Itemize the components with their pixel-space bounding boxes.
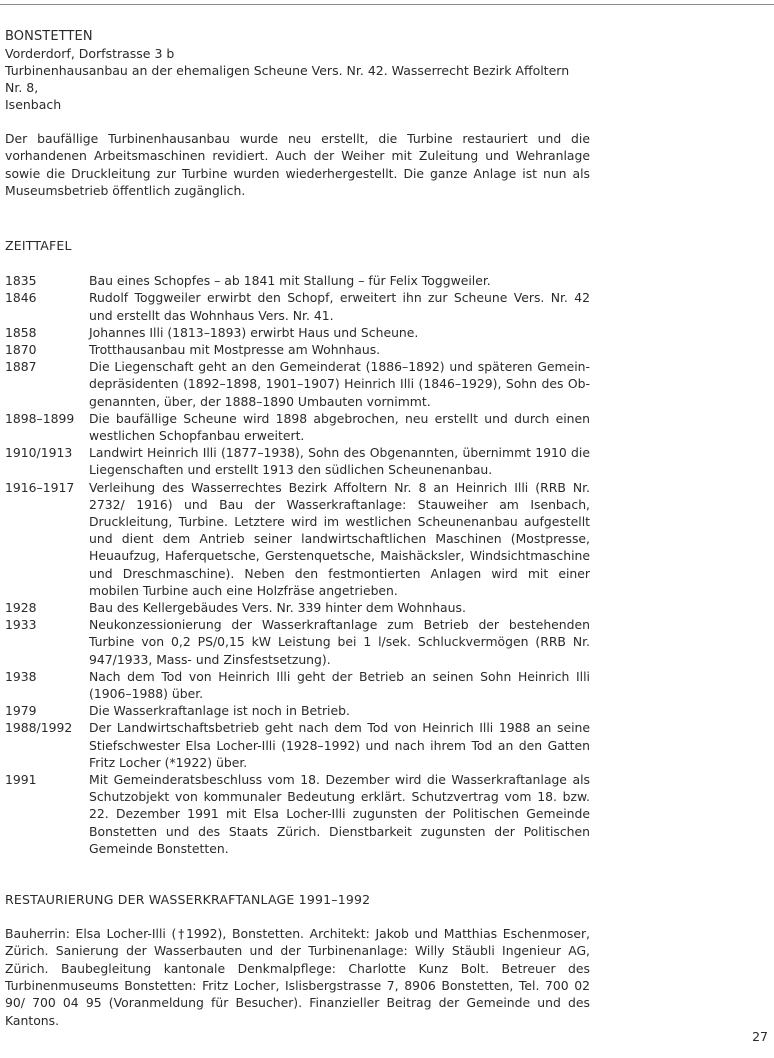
zeittafel-event: Die baufällige Scheune wird 1898 abgebrochen, neu erstellt und durch einen westlichen Schopfanbau erweitert. (89, 410, 590, 444)
zeittafel-event: Der Landwirtschaftsbetrieb geht nach dem Tod von Heinrich Illi 1988 an seine Stiefschwester Elsa Locher-Illi (1928–1992) und nach ihrem Tod an den Gatten Fritz Locher (*1922) über. (89, 720, 590, 770)
zeittafel-year: 1991 (5, 772, 37, 788)
zeittafel-year: 1870 (5, 342, 37, 357)
zeittafel-year: 1887 (5, 359, 37, 375)
zeittafel-event: Bau eines Schopfes – ab 1841 mit Stallung – für Felix Toggweiler. (89, 273, 491, 289)
zeittafel-event: Nach dem Tod von Heinrich Illi geht der Betrieb an seinen Sohn Heinrich Illi (1906–1988) über. (89, 668, 590, 702)
zeittafel-event: Trotthausanbau mit Mostpresse am Wohnhaus. (89, 342, 381, 357)
document-page (5, 28, 590, 1029)
zeittafel-year: 1933 (5, 617, 37, 633)
zeittafel-year: 1928 (5, 600, 37, 616)
zeittafel-row (5, 324, 590, 341)
zeittafel-year: 1988/1992 (5, 720, 73, 736)
zeittafel-year: 1979 (5, 703, 37, 719)
zeittafel-year: 1938 (5, 668, 37, 684)
zeittafel-event: Neukonzessionierung der Wasserkraftanlage zum Betrieb der bestehenden Turbine von 0,2 PS/0,15 kW Leistung bei 1 l/sek. Schluckvermögen (RRB Nr. 947/1933, Mass- und Zinsfestsetzung). (89, 617, 590, 667)
zeittafel-row (5, 668, 590, 702)
site-description-line1: Turbinenhausanbau an der ehemaligen Scheune Vers. Nr. 42. Wasserrecht Bezirk Affoltern Nr. 8, (5, 63, 570, 95)
zeittafel-row (5, 272, 590, 289)
zeittafel-row (5, 358, 590, 410)
zeittafel-year: 1858 (5, 324, 37, 340)
intro-paragraph: Der baufällige Turbinenhausanbau wurde neu erstellt, die Turbine restauriert und die vorhandenen Arbeitsmaschinen revidiert. Auch der Weiher mit Zuleitung und Wehranlage sowie die Druckleitung zur Turbine wurden wiederhergestellt. Die ganze Anlage ist nun als Museumsbetrieb öffentlich zugänglich. (5, 131, 590, 198)
zeittafel-year: 1916–1917 (5, 479, 75, 495)
zeittafel-event: Rudolf Toggweiler erwirbt den Schopf, erweitert ihn zur Scheune Vers. Nr. 42 und erstellt das Wohnhaus Vers. Nr. 41. (89, 290, 590, 323)
zeittafel-row (5, 289, 590, 323)
site-title: BONSTETTEN (5, 29, 93, 44)
zeittafel-year: 1898–1899 (5, 410, 75, 426)
page-number: 27 (752, 1029, 768, 1044)
zeittafel-row (5, 771, 590, 857)
zeittafel-event: Landwirt Heinrich Illi (1877–1938), Sohn des Obgenannten, übernimmt 1910 die Liegenschaften und erstellt 1913 den südlichen Scheunenanbau. (89, 445, 590, 478)
top-rule (0, 4, 774, 5)
restaurierung-heading: RESTAURIERUNG DER WASSERKRAFTANLAGE 1991–1992 (5, 892, 371, 908)
zeittafel-heading: ZEITTAFEL (5, 238, 72, 254)
zeittafel-year: 1910/1913 (5, 445, 73, 461)
zeittafel-event: Bau des Kellergebäudes Vers. Nr. 339 hinter dem Wohnhaus. (89, 600, 466, 616)
zeittafel-row (5, 341, 590, 358)
zeittafel-event: Die Liegenschaft geht an den Gemeinderat (1886–1892) und späteren Gemeindepräsidenten (1892–1898, 1901–1907) Heinrich Illi (1846–1929), Sohn des Obgenannten, über, der 1888–1890 Umbauten vornimmt. (89, 359, 590, 409)
zeittafel-row (5, 479, 590, 599)
zeittafel-event: Die Wasserkraftanlage ist noch in Betrieb. (89, 703, 350, 719)
zeittafel-row (5, 410, 590, 444)
zeittafel-event: Johannes Illi (1813–1893) erwirbt Haus und Scheune. (89, 324, 419, 340)
site-address: Vorderdorf, Dorfstrasse 3 b (5, 46, 175, 61)
site-description-line2: Isenbach (5, 97, 62, 112)
zeittafel-event: Verleihung des Wasserrechtes Bezirk Affoltern Nr. 8 an Heinrich Illi (RRB Nr. 2732/ 1916) und Bau der Wasserkraftanlage: Stauweiher am Isenbach, Druckleitung, Turbine. Letztere wird im westlichen Scheunenanbau aufgestellt und dient dem Antrieb seiner landwirtschaftlichen Maschinen (Mostpresse, Heuaufzug, Haferquetsche, Gerstenquetsche, Maishäcksler, Windsichtmaschine und Dreschmaschine). Neben den festmontierten Anlagen wird mit einer mobilen Turbine auch eine Holzfräse angetrieben. (89, 479, 590, 598)
zeittafel-event: Mit Gemeinderatsbeschluss vom 18. Dezember wird die Wasserkraftanlage als Schutzobjekt von kommunaler Bedeutung erklärt. Schutzvertrag vom 18. bzw. 22. Dezember 1991 mit Elsa Locher-Illi zugunsten der Politischen Gemeinde Bonstetten und des Staats Zürich. Dienstbarkeit zugunsten der Politischen Gemeinde Bonstetten. (89, 772, 590, 856)
zeittafel-row (5, 702, 590, 719)
zeittafel-table (5, 272, 590, 857)
zeittafel-row (5, 599, 590, 616)
zeittafel-row (5, 719, 590, 771)
zeittafel-year: 1846 (5, 290, 37, 306)
restaurierung-paragraph: Bauherrin: Elsa Locher-Illi (†1992), Bonstetten. Architekt: Jakob und Matthias Eschenmoser, Zürich. Sanierung der Wasserbauten und der Turbinenanlage: Willy Stäubli Ingenieur AG, Zürich. Baubegleitung kantonale Denkmalpflege: Charlotte Kunz Bolt. Betreuer des Turbinenmuseums Bonstetten: Fritz Locher, Islisbergstrasse 7, 8906 Bonstetten, Tel. 700 02 90/ 700 04 95 (Voranmeldung für Besucher). Finanzieller Beitrag der Gemeinde und des Kantons. (5, 926, 590, 1028)
zeittafel-row (5, 616, 590, 668)
zeittafel-year: 1835 (5, 273, 37, 289)
zeittafel-row (5, 444, 590, 478)
